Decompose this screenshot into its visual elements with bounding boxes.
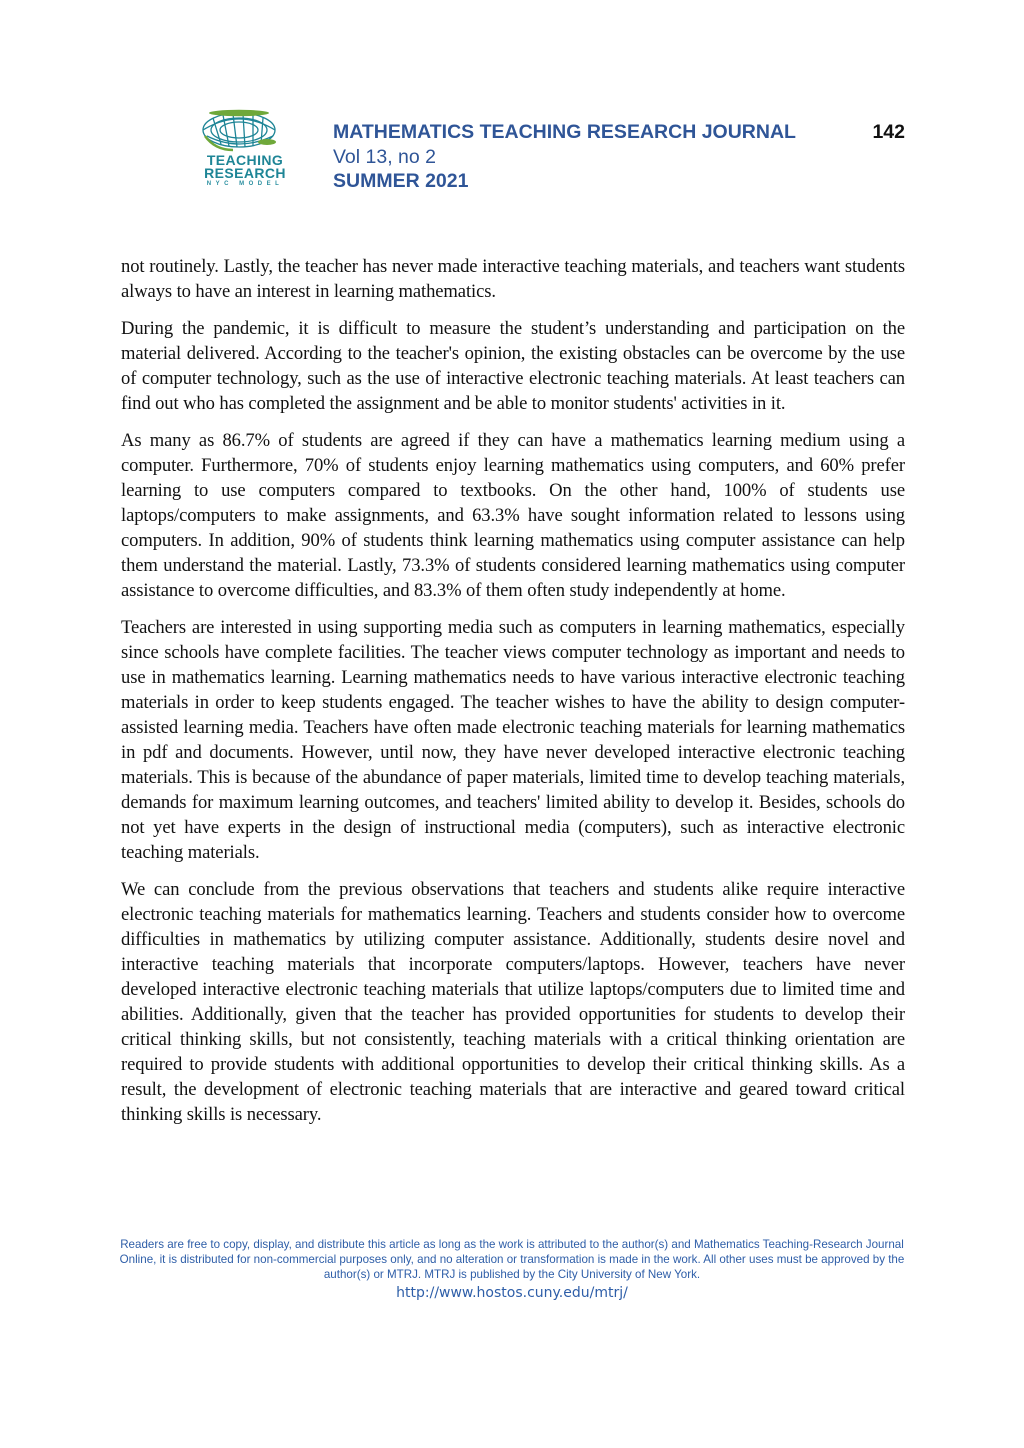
license-notice: Readers are free to copy, display, and distribute this article as long as the work is attributed to the author(s) and Mathematics Teaching-Research Journal Online, it is distributed for non-commercial purposes only, and no alteration or transformation is made in the work. All other uses must be approved by the author(s) or MTRJ. MTRJ is published by the City University of New York. [119,1238,905,1281]
journal-title: MATHEMATICS TEACHING RESEARCH JOURNAL [333,121,796,143]
journal-url-link[interactable]: http://www.hostos.cuny.edu/mtrj/ [396,1285,628,1301]
journal-season: SUMMER 2021 [333,170,469,192]
logo-wordmark [199,154,291,189]
paragraph: Teachers are interested in using supporting media such as computers in learning mathematics, especially since schools have complete facilities. The teacher views computer technology as important and needs to use in mathematics learning. Learning mathematics needs to have various interactive electronic teaching materials in order to keep students engaged. The teacher wishes to have the ability to design computer-assisted learning media. Teachers have often made electronic teaching materials for learning mathematics in pdf and documents. However, until now, they have never developed interactive electronic teaching materials. This is because of the abundance of paper materials, limited time to develop teaching materials, demands for maximum learning outcomes, and teachers' limited ability to develop it. Besides, schools do not yet have experts in the design of instructional media (computers), such as interactive electronic teaching materials. [121,617,905,863]
journal-volume: Vol 13, no 2 [333,145,437,168]
paragraph: As many as 86.7% of students are agreed if they can have a mathematics learning medium using a computer. Furthermore, 70% of students enjoy learning mathematics using computers, and 60% prefer learning to use computers compared to textbooks. On the other hand, 100% of students use laptops/computers to make assignments, and 63.3% have sought information related to lessons using computers. In addition, 90% of students think learning mathematics using computer assistance can help them understand the material. Lastly, 73.3% of students considered learning mathematics using computer assistance to overcome difficulties, and 83.3% of them often study independently at home. [121,430,905,601]
page-footer [112,1237,912,1302]
page-number: 142 [872,121,905,143]
teaching-research-globe-logo-icon [193,106,289,158]
article-body [121,254,905,1139]
logo-line-teaching: TEACHING [206,152,284,168]
logo-line-research: RESEARCH [204,165,286,181]
page-header [193,100,913,200]
paragraph: We can conclude from the previous observations that teachers and students alike require interactive electronic teaching materials for mathematics learning. Teachers and students consider how to overcome difficulties in mathematics by utilizing computer assistance. Additionally, students desire novel and interactive teaching materials that incorporate computers/laptops. However, teachers have never developed interactive electronic teaching materials that utilize laptops/computers due to limited time and abilities. Additionally, given that the teacher has provided opportunities for students to develop their critical thinking skills, but not consistently, teaching materials with a critical thinking orientation are required to provide students with additional opportunities to develop their critical thinking skills. As a result, the development of electronic teaching materials that are interactive and geared toward critical thinking skills is necessary. [121,879,905,1125]
journal-logo [193,106,289,190]
paragraph: not routinely. Lastly, the teacher has never made interactive teaching materials, and teachers want students always to have an interest in learning mathematics. [121,256,905,302]
journal-info [333,120,853,194]
paragraph: During the pandemic, it is difficult to measure the student’s understanding and participation on the material delivered. According to the teacher's opinion, the existing obstacles can be overcome by the use of computer technology, such as the use of interactive electronic teaching materials. At least teachers can find out who has completed the assignment and be able to monitor students' activities in it. [121,318,905,414]
logo-line-nyc-model: NYC MODEL [206,181,284,187]
